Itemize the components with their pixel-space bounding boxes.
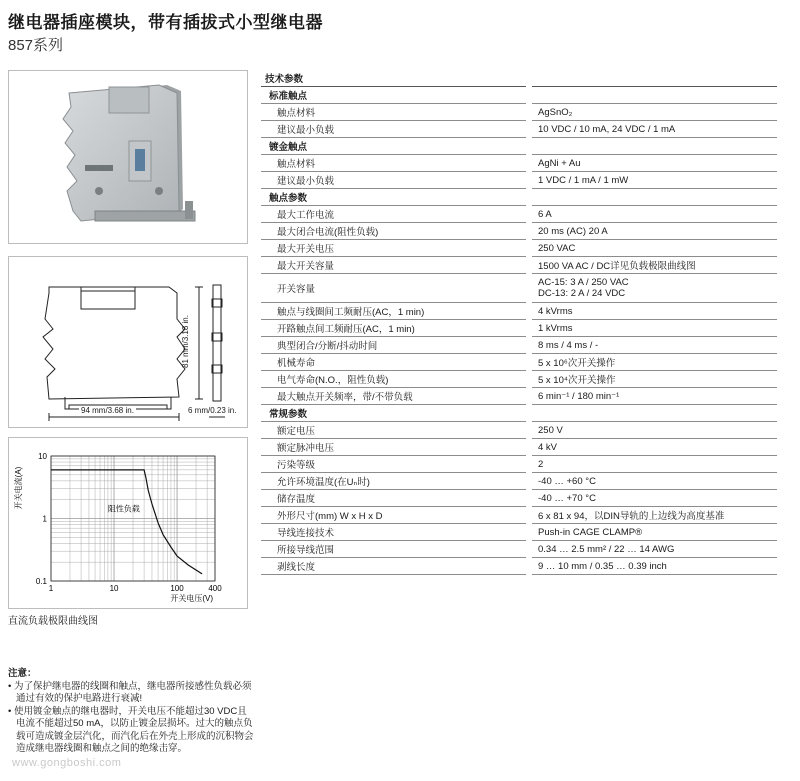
spec-value: 250 V bbox=[532, 422, 777, 439]
spec-label: 开关容量 bbox=[261, 274, 526, 303]
spec-label: 所接导线范围 bbox=[261, 541, 526, 558]
spec-row bbox=[261, 507, 777, 524]
spec-label: 允许环境温度(在Uₙ时) bbox=[261, 473, 526, 490]
spec-value bbox=[532, 87, 777, 104]
y-tick-label: 0.1 bbox=[35, 577, 47, 586]
spec-row bbox=[261, 456, 777, 473]
spec-value: 9 … 10 mm / 0.35 … 0.39 inch bbox=[532, 558, 777, 575]
spec-value: 250 VAC bbox=[532, 240, 777, 257]
spec-row bbox=[261, 490, 777, 507]
width-dimension-label: 94 mm/3.68 in. bbox=[81, 406, 134, 415]
chart-annotation: 阻性负载 bbox=[107, 504, 140, 514]
spec-label: 污染等级 bbox=[261, 456, 526, 473]
spec-row bbox=[261, 155, 777, 172]
depth-dimension-label: 6 mm/0.23 in. bbox=[188, 406, 237, 415]
spec-row bbox=[261, 172, 777, 189]
spec-row bbox=[261, 524, 777, 541]
spec-section-row bbox=[261, 405, 777, 422]
spec-value: 6 min⁻¹ / 180 min⁻¹ bbox=[532, 388, 777, 405]
note-item: • 使用镀金触点的继电器时，开关电压不能超过30 VDC且电流不能超过50 mA，以防止镀金层损坏。过大的触点负载可造成镀金层汽化，而汽化后在外壳上形成的沉积物会造成继电器线圈和触点之间的绝缘击穿。 bbox=[8, 705, 254, 754]
x-axis-label: 开关电压(V) bbox=[170, 594, 213, 603]
spec-label: 建议最小负载 bbox=[261, 172, 526, 189]
spec-value: 6 A bbox=[532, 206, 777, 223]
spec-section-row bbox=[261, 189, 777, 206]
spec-value: 1 kVrms bbox=[532, 320, 777, 337]
spec-value: -40 … +60 °C bbox=[532, 473, 777, 490]
spec-label: 额定电压 bbox=[261, 422, 526, 439]
spec-label: 最大开关容量 bbox=[261, 257, 526, 274]
spec-row bbox=[261, 274, 777, 303]
spec-label: 最大开关电压 bbox=[261, 240, 526, 257]
spec-value bbox=[532, 138, 777, 155]
spec-row bbox=[261, 354, 777, 371]
spec-value bbox=[532, 405, 777, 422]
spec-label: 导线连接技术 bbox=[261, 524, 526, 541]
spec-label: 开路触点间工频耐压(AC，1 min) bbox=[261, 320, 526, 337]
spec-row bbox=[261, 257, 777, 274]
spec-row bbox=[261, 303, 777, 320]
spec-value bbox=[532, 189, 777, 206]
spec-header-value bbox=[532, 70, 777, 87]
spec-value: 10 VDC / 10 mA, 24 VDC / 1 mA bbox=[532, 121, 777, 138]
spec-label: 触点材料 bbox=[261, 104, 526, 121]
load-limit-chart bbox=[9, 438, 247, 608]
spec-value: AgNi + Au bbox=[532, 155, 777, 172]
spec-row bbox=[261, 422, 777, 439]
spec-value: 5 x 10⁶次开关操作 bbox=[532, 354, 777, 371]
spec-row bbox=[261, 473, 777, 490]
spec-value: -40 … +70 °C bbox=[532, 490, 777, 507]
x-tick-label: 10 bbox=[109, 584, 119, 593]
load-limit-chart-panel bbox=[8, 437, 248, 609]
spec-label: 剥线长度 bbox=[261, 558, 526, 575]
product-photo-panel bbox=[8, 70, 248, 244]
spec-value: 1 VDC / 1 mA / 1 mW bbox=[532, 172, 777, 189]
spec-row bbox=[261, 104, 777, 121]
relay-module-photo bbox=[9, 71, 247, 243]
spec-label: 触点材料 bbox=[261, 155, 526, 172]
spec-label: 最大触点开关频率，带/不带负载 bbox=[261, 388, 526, 405]
spec-label: 外形尺寸(mm) W x H x D bbox=[261, 507, 526, 524]
spec-row bbox=[261, 388, 777, 405]
spec-row bbox=[261, 337, 777, 354]
spec-label: 典型闭合/分断/抖动时间 bbox=[261, 337, 526, 354]
spec-value: 1500 VA AC / DC详见负载极限曲线图 bbox=[532, 257, 777, 274]
spec-value: 8 ms / 4 ms / - bbox=[532, 337, 777, 354]
chart-caption: 直流负载极限曲线图 bbox=[8, 616, 98, 627]
spec-section-row bbox=[261, 138, 777, 155]
spec-value: AgSnO₂ bbox=[532, 104, 777, 121]
spec-label: 最大工作电流 bbox=[261, 206, 526, 223]
y-tick-label: 10 bbox=[38, 452, 47, 461]
spec-value: AC-15: 3 A / 250 VAC DC-13: 2 A / 24 VDC bbox=[532, 274, 777, 303]
spec-value: 4 kVrms bbox=[532, 303, 777, 320]
note-item: • 为了保护继电器的线圈和触点，继电器所接感性负载必须通过有效的保护电路进行衰减! bbox=[8, 680, 252, 704]
spec-row bbox=[261, 541, 777, 558]
spec-value: 20 ms (AC) 20 A bbox=[532, 223, 777, 240]
height-dimension-label: 81 mm/3.18 in. bbox=[180, 315, 190, 368]
spec-value: 0.34 … 2.5 mm² / 22 … 14 AWG bbox=[532, 541, 777, 558]
load-limit-curve bbox=[51, 470, 202, 574]
spec-row bbox=[261, 240, 777, 257]
spec-value: 5 x 10⁴次开关操作 bbox=[532, 371, 777, 388]
spec-label: 最大闭合电流(阻性负载) bbox=[261, 223, 526, 240]
spec-row bbox=[261, 121, 777, 138]
spec-section-row bbox=[261, 87, 777, 104]
spec-label: 建议最小负载 bbox=[261, 121, 526, 138]
spec-table-header bbox=[261, 70, 777, 87]
spec-row bbox=[261, 206, 777, 223]
dimension-drawing-panel bbox=[8, 256, 248, 428]
spec-label: 机械寿命 bbox=[261, 354, 526, 371]
spec-value: Push-in CAGE CLAMP® bbox=[532, 524, 777, 541]
page-subtitle: 857系列 bbox=[8, 37, 64, 54]
notes-section bbox=[8, 668, 254, 756]
spec-table bbox=[261, 70, 777, 575]
spec-label: 常规参数 bbox=[261, 405, 526, 422]
spec-row bbox=[261, 371, 777, 388]
spec-value: 4 kV bbox=[532, 439, 777, 456]
spec-label: 标准触点 bbox=[261, 87, 526, 104]
dimension-drawing bbox=[9, 257, 247, 427]
page-title: 继电器插座模块，带有插拔式小型继电器 bbox=[8, 13, 323, 32]
spec-value: 6 x 81 x 94，以DIN导轨的上边线为高度基准 bbox=[532, 507, 777, 524]
spec-label: 触点参数 bbox=[261, 189, 526, 206]
notes-title: 注意： bbox=[8, 668, 37, 679]
spec-label: 镀金触点 bbox=[261, 138, 526, 155]
spec-row bbox=[261, 439, 777, 456]
spec-row bbox=[261, 320, 777, 337]
spec-label: 储存温度 bbox=[261, 490, 526, 507]
spec-label: 电气寿命(N.O.，阻性负载) bbox=[261, 371, 526, 388]
watermark-text: www.gongboshi.com bbox=[12, 757, 122, 769]
spec-row bbox=[261, 558, 777, 575]
x-tick-label: 100 bbox=[170, 584, 184, 593]
spec-header-label: 技术参数 bbox=[261, 70, 526, 87]
spec-label: 额定脉冲电压 bbox=[261, 439, 526, 456]
y-axis-label: 开关电流(A) bbox=[14, 466, 23, 510]
y-tick-label: 1 bbox=[42, 514, 47, 524]
x-tick-label: 1 bbox=[48, 584, 54, 593]
spec-value: 2 bbox=[532, 456, 777, 473]
x-tick-label: 400 bbox=[208, 584, 222, 593]
spec-row bbox=[261, 223, 777, 240]
spec-label: 触点与线圈间工频耐压(AC，1 min) bbox=[261, 303, 526, 320]
